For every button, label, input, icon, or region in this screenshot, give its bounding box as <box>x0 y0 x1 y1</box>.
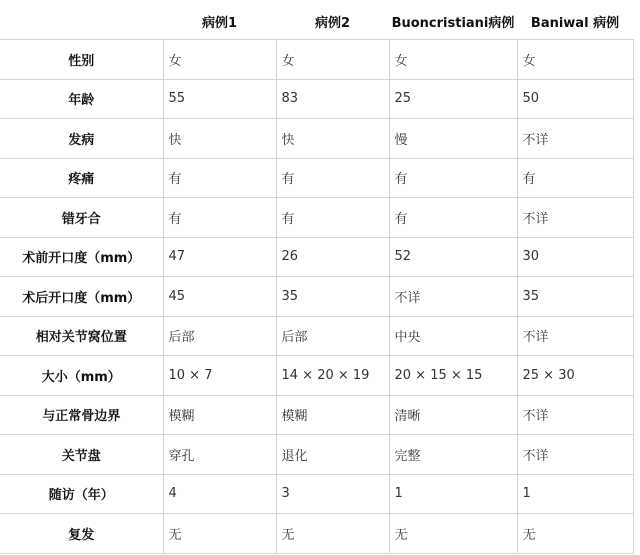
row-label: 性别 <box>0 40 163 80</box>
row-label: 年龄 <box>0 79 163 119</box>
table-cell: 模糊 <box>276 395 389 435</box>
table-row <box>0 119 633 159</box>
table-cell: 30 <box>517 237 633 277</box>
table-row <box>0 474 633 514</box>
row-label: 术后开口度（mm） <box>0 277 163 317</box>
table-cell: 26 <box>276 237 389 277</box>
table-cell: 无 <box>517 514 633 554</box>
table-cell: 模糊 <box>163 395 276 435</box>
table-row <box>0 277 633 317</box>
row-label: 相对关节窝位置 <box>0 316 163 356</box>
table-cell: 4 <box>163 474 276 514</box>
table-cell: 中央 <box>389 316 517 356</box>
table-cell: 有 <box>163 158 276 198</box>
table-row <box>0 237 633 277</box>
table-cell: 不详 <box>517 395 633 435</box>
table-cell: 55 <box>163 79 276 119</box>
header-case-1: 病例1 <box>201 15 238 31</box>
table-row <box>0 316 633 356</box>
table-cell: 83 <box>276 79 389 119</box>
table-cell: 52 <box>389 237 517 277</box>
table-cell: 不详 <box>517 316 633 356</box>
table-cell: 35 <box>276 277 389 317</box>
table-cell: 1 <box>517 474 633 514</box>
table-row <box>0 395 633 435</box>
table-row <box>0 514 633 554</box>
table-cell: 14 × 20 × 19 <box>276 356 389 396</box>
table-cell: 无 <box>389 514 517 554</box>
table-cell: 有 <box>389 198 517 238</box>
table-cell: 清晰 <box>389 395 517 435</box>
table-cell: 女 <box>276 40 389 80</box>
table-cell: 快 <box>276 119 389 159</box>
table-row <box>0 40 633 80</box>
table-cell: 女 <box>389 40 517 80</box>
row-label: 与正常骨边界 <box>0 395 163 435</box>
table-row <box>0 79 633 119</box>
table-cell: 有 <box>163 198 276 238</box>
table-cell: 1 <box>389 474 517 514</box>
table-cell: 20 × 15 × 15 <box>389 356 517 396</box>
table-cell: 无 <box>163 514 276 554</box>
row-label: 大小（mm） <box>0 356 163 396</box>
table-header-row <box>0 3 633 40</box>
header-buoncristiani: Buoncristiani病例 <box>391 15 515 31</box>
table-cell: 有 <box>389 158 517 198</box>
row-label: 术前开口度（mm） <box>0 237 163 277</box>
table-cell: 不详 <box>517 435 633 475</box>
table-cell: 穿孔 <box>163 435 276 475</box>
table-cell: 有 <box>517 158 633 198</box>
table-cell: 47 <box>163 237 276 277</box>
table-cell: 退化 <box>276 435 389 475</box>
table-body <box>0 40 633 554</box>
table-cell: 25 <box>389 79 517 119</box>
row-label: 疼痛 <box>0 158 163 198</box>
table-row <box>0 158 633 198</box>
table-row <box>0 356 633 396</box>
table-cell: 后部 <box>276 316 389 356</box>
header-baniwal: Baniwal 病例 <box>530 15 620 31</box>
table-cell: 不详 <box>517 119 633 159</box>
case-comparison-table <box>0 3 634 554</box>
row-label: 关节盘 <box>0 435 163 475</box>
row-label: 错牙合 <box>0 198 163 238</box>
row-label: 发病 <box>0 119 163 159</box>
table-cell: 50 <box>517 79 633 119</box>
table-cell: 后部 <box>163 316 276 356</box>
table-row <box>0 198 633 238</box>
header-empty <box>0 3 163 40</box>
table-cell: 不详 <box>389 277 517 317</box>
table-cell: 女 <box>163 40 276 80</box>
table-cell: 3 <box>276 474 389 514</box>
table-cell: 25 × 30 <box>517 356 633 396</box>
table-cell: 慢 <box>389 119 517 159</box>
table-cell: 完整 <box>389 435 517 475</box>
row-label: 随访（年） <box>0 474 163 514</box>
table-row <box>0 435 633 475</box>
table-cell: 无 <box>276 514 389 554</box>
table-cell: 不详 <box>517 198 633 238</box>
table-cell: 45 <box>163 277 276 317</box>
table-cell: 35 <box>517 277 633 317</box>
table-cell: 女 <box>517 40 633 80</box>
table-cell: 10 × 7 <box>163 356 276 396</box>
row-label: 复发 <box>0 514 163 554</box>
table-cell: 有 <box>276 198 389 238</box>
table-cell: 快 <box>163 119 276 159</box>
table-cell: 有 <box>276 158 389 198</box>
header-case-2: 病例2 <box>314 15 351 31</box>
